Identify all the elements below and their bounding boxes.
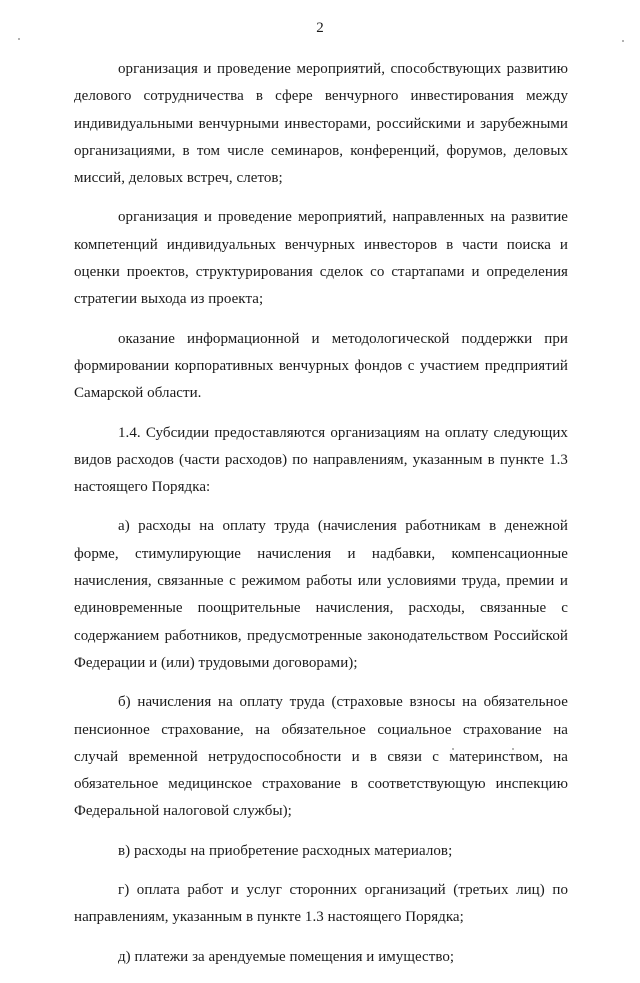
scan-speck (18, 38, 20, 40)
paragraph-informational-support: оказание информационной и методологической поддержки при формировании корпоративных венчурных фондов с участием предприятий Самарской области. (74, 330, 568, 402)
paragraph-item-d: д) платежи за арендуемые помещения и имущество; (118, 948, 455, 965)
paragraph-events-competencies: организация и проведение мероприятий, направленных на развитие компетенций индивидуальных венчурных инвесторов в части поиска и оценки проектов, структурирования сделок со стартапами и определения стратегии выхода из проекта; (74, 209, 568, 308)
paragraph-item-b: б) начисления на оплату труда (страховые взносы на обязательное пенсионное страхование, на обязательное социальное страхование на случай временной нетрудоспособности и в связи с материнством, на обязательное медицинское страхование в соответствующую инспекцию Федеральной налоговой службы); (74, 694, 568, 820)
scan-speck (622, 40, 624, 42)
paragraph-clause-1-4: 1.4. Субсидии предоставляются организациям на оплату следующих видов расходов (части расходов) по направлениям, указанным в пункте 1.3 настоящего Порядка: (74, 424, 568, 496)
paragraph-item-g: г) оплата работ и услуг сторонних организаций (третьих лиц) по направлениям, указанным в пункте 1.3 настоящего Порядка; (74, 882, 568, 926)
paragraph-item-v: в) расходы на приобретение расходных материалов; (118, 842, 453, 859)
document-body (74, 56, 568, 983)
paragraph-events-cooperation: организация и проведение мероприятий, способствующих развитию делового сотрудничества в сфере венчурного инвестирования между индивидуальными венчурными инвесторами, российскими и зарубежными организациями, в том числе семинаров, конференций, форумов, деловых миссий, деловых встреч, слетов; (74, 61, 568, 187)
paragraph-item-a: а) расходы на оплату труда (начисления работникам в денежной форме, стимулирующие начисления и надбавки, компенсационные начисления, связанные с режимом работы или условиями труда, премии и единовременные поощрительные начисления, расходы, связанные с содержанием работников, предусмотренные законодательством Российской Федерации и (или) трудовыми договорами); (74, 518, 568, 671)
page-number: 2 (316, 20, 324, 36)
